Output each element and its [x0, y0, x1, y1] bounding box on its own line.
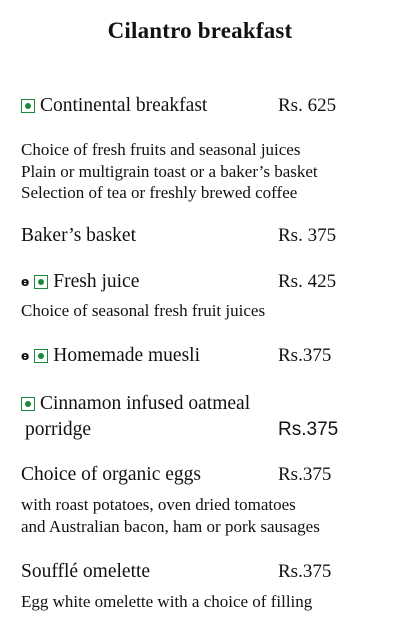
item-description	[21, 300, 265, 322]
description-line: and Australian bacon, ham or pork sausages	[21, 516, 320, 536]
item-description	[21, 494, 320, 537]
menu-title: Cilantro breakfast	[107, 18, 293, 43]
menu-item-continental-breakfast	[21, 94, 207, 118]
item-name: Homemade muesli	[53, 345, 201, 366]
item-description	[21, 591, 312, 613]
description-line: Choice of seasonal fresh fruit juices	[21, 301, 266, 320]
menu-item-fresh-juice	[21, 270, 139, 294]
veg-symbol-icon	[34, 275, 48, 289]
menu-item-homemade-muesli	[21, 344, 200, 368]
veg-symbol-icon	[21, 99, 35, 113]
item-name: Soufflé omelette	[21, 561, 151, 582]
item-price: Rs.375	[278, 345, 332, 366]
menu-item-cinnamon-oatmeal-porridge	[21, 392, 250, 416]
item-description	[21, 139, 318, 204]
description-line: Plain or multigrain toast or a baker’s basket	[21, 161, 318, 181]
menu-item-bakers-basket	[21, 224, 136, 248]
item-name: Fresh juice	[53, 271, 140, 292]
item-price: Rs.375	[278, 561, 332, 582]
description-line: Egg white omelette with a choice of filling	[21, 592, 313, 611]
item-name-line-1: Cinnamon infused oatmeal	[40, 393, 251, 414]
item-name-line-2: porridge	[25, 419, 92, 440]
item-price: Rs. 425	[278, 271, 337, 292]
veg-symbol-icon	[21, 397, 35, 411]
description-line: with roast potatoes, oven dried tomatoes	[21, 495, 296, 514]
menu-item-cinnamon-oatmeal-porridge-line-2	[25, 418, 91, 442]
item-price: Rs. 375	[278, 225, 337, 246]
item-name: Continental breakfast	[40, 95, 208, 116]
description-line: Choice of fresh fruits and seasonal juices	[21, 140, 301, 159]
theta-marker-icon: ɵ	[21, 275, 30, 289]
veg-symbol-icon	[34, 349, 48, 363]
item-price: Rs. 625	[278, 95, 337, 116]
item-price: Rs.375	[278, 464, 332, 485]
item-price: Rs.375	[278, 419, 339, 440]
theta-marker-icon: ɵ	[21, 349, 30, 363]
menu-item-organic-eggs	[21, 463, 201, 487]
item-name: Choice of organic eggs	[21, 464, 201, 485]
menu-item-souffle-omelette	[21, 560, 150, 584]
description-line: Selection of tea or freshly brewed coffee	[21, 183, 298, 202]
item-name: Baker’s basket	[21, 225, 136, 246]
